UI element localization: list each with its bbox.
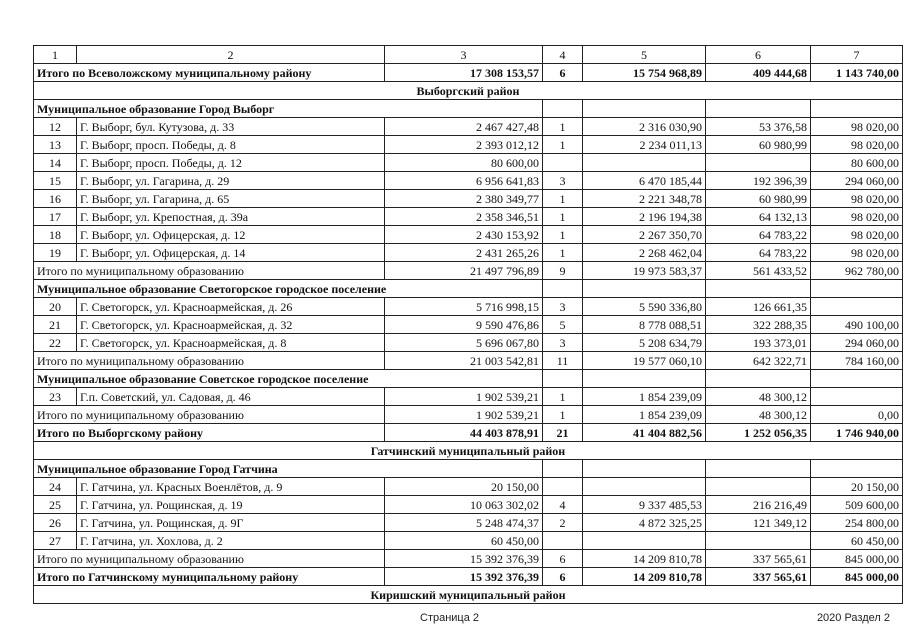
municipality-header-row [34,460,903,478]
count-cell: 1 [543,190,583,208]
address-cell: Г. Выборг, ул. Гагарина, д. 29 [77,172,385,190]
count-cell: 1 [543,244,583,262]
total-cost-cell: 5 696 067,80 [385,334,543,352]
count-cell: 6 [543,568,583,586]
table-row [34,190,903,208]
column-number: 2 [77,46,385,64]
table-row [34,244,903,262]
total-cost-cell: 9 590 476,86 [385,316,543,334]
column-number: 5 [583,46,706,64]
count-cell: 11 [543,352,583,370]
cost-cell [811,388,903,406]
count-cell: 9 [543,262,583,280]
total-label: Итого по Гатчинскому муниципальному району [34,568,385,586]
municipality-title: Муниципальное образование Город Выборг [34,100,543,118]
row-number: 17 [34,208,77,226]
table-row [34,298,903,316]
cost-cell: 2 221 348,78 [583,190,706,208]
address-cell: Г. Гатчина, ул. Красных Военлётов, д. 9 [77,478,385,496]
count-cell: 1 [543,118,583,136]
total-cost-cell: 5 248 474,37 [385,514,543,532]
empty-cell [543,370,583,388]
address-cell: Г. Гатчина, ул. Рощинская, д. 9Г [77,514,385,532]
district-header-row [34,82,903,100]
total-label: Итого по муниципальному образованию [34,406,385,424]
page-number: Страница 2 [420,612,480,624]
row-number: 18 [34,226,77,244]
table-row [34,496,903,514]
cost-cell: 98 020,00 [811,244,903,262]
column-number: 7 [811,46,903,64]
total-label: Итого по муниципальному образованию [34,352,385,370]
table-row [34,226,903,244]
row-number: 23 [34,388,77,406]
count-cell: 1 [543,406,583,424]
empty-cell [811,280,903,298]
municipality-total-row [34,550,903,568]
cost-cell: 2 196 194,38 [583,208,706,226]
count-cell: 1 [543,226,583,244]
table-row [34,316,903,334]
empty-cell [583,280,706,298]
cost-cell: 784 160,00 [811,352,903,370]
cost-cell [583,154,706,172]
address-cell: Г. Выборг, бул. Кутузова, д. 33 [77,118,385,136]
table-row [34,154,903,172]
row-number: 27 [34,532,77,550]
municipality-total-row [34,262,903,280]
cost-cell: 5 208 634,79 [583,334,706,352]
count-cell: 3 [543,298,583,316]
table-row [34,172,903,190]
count-cell: 1 [543,388,583,406]
total-label: Итого по муниципальному образованию [34,550,385,568]
empty-cell [543,100,583,118]
count-cell: 6 [543,550,583,568]
count-cell [543,532,583,550]
municipality-header-row [34,100,903,118]
cost-cell: 294 060,00 [811,172,903,190]
cost-cell: 5 590 336,80 [583,298,706,316]
column-number: 1 [34,46,77,64]
cost-cell: 845 000,00 [811,550,903,568]
cost-cell [811,298,903,316]
count-cell: 2 [543,514,583,532]
district-title: Гатчинский муниципальный район [34,442,903,460]
cost-cell: 64 132,13 [706,208,811,226]
table-row [34,532,903,550]
cost-cell: 0,00 [811,406,903,424]
municipality-total-row [34,406,903,424]
empty-cell [543,280,583,298]
total-label: Итого по Всеволожскому муниципальному району [34,64,385,82]
municipality-header-row [34,280,903,298]
row-number: 22 [34,334,77,352]
cost-cell [706,478,811,496]
cost-cell: 1 854 239,09 [583,388,706,406]
municipality-title: Муниципальное образование Город Гатчина [34,460,543,478]
cost-cell: 337 565,61 [706,568,811,586]
section-label: 2020 Раздел 2 [816,612,890,624]
count-cell: 21 [543,424,583,442]
document-table [33,45,903,604]
cost-cell: 561 433,52 [706,262,811,280]
row-number: 13 [34,136,77,154]
empty-cell [706,370,811,388]
count-cell: 4 [543,496,583,514]
column-number: 6 [706,46,811,64]
row-number: 26 [34,514,77,532]
row-number: 19 [34,244,77,262]
cost-cell: 80 600,00 [811,154,903,172]
total-label: Итого по Выборгскому району [34,424,385,442]
count-cell: 6 [543,64,583,82]
table-row [34,208,903,226]
empty-cell [583,460,706,478]
total-cost-cell: 5 716 998,15 [385,298,543,316]
total-cost-cell: 17 308 153,57 [385,64,543,82]
row-number: 21 [34,316,77,334]
cost-cell: 216 216,49 [706,496,811,514]
table-row [34,514,903,532]
empty-cell [706,280,811,298]
cost-cell [706,154,811,172]
cost-cell: 41 404 882,56 [583,424,706,442]
cost-cell: 294 060,00 [811,334,903,352]
row-number: 12 [34,118,77,136]
cost-cell: 845 000,00 [811,568,903,586]
total-cost-cell: 1 902 539,21 [385,406,543,424]
row-number: 20 [34,298,77,316]
district-total-row [34,568,903,586]
cost-cell: 1 143 740,00 [811,64,903,82]
count-cell: 1 [543,208,583,226]
column-number-row [34,46,903,64]
total-cost-cell: 2 430 153,92 [385,226,543,244]
column-number: 3 [385,46,543,64]
row-number: 25 [34,496,77,514]
cost-cell: 337 565,61 [706,550,811,568]
cost-cell: 193 373,01 [706,334,811,352]
municipality-total-row [34,352,903,370]
cost-cell: 2 267 350,70 [583,226,706,244]
district-title: Выборгский район [34,82,903,100]
district-title: Киришский муниципальный район [34,586,903,604]
cost-cell: 14 209 810,78 [583,568,706,586]
address-cell: Г. Светогорск, ул. Красноармейская, д. 26 [77,298,385,316]
cost-cell: 64 783,22 [706,226,811,244]
count-cell: 3 [543,334,583,352]
cost-cell: 1 746 940,00 [811,424,903,442]
cost-cell: 1 252 056,35 [706,424,811,442]
empty-cell [811,100,903,118]
cost-cell: 98 020,00 [811,190,903,208]
address-cell: Г. Выборг, просп. Победы, д. 8 [77,136,385,154]
empty-cell [583,100,706,118]
cost-cell: 64 783,22 [706,244,811,262]
district-header-row [34,586,903,604]
count-cell: 3 [543,172,583,190]
row-number: 24 [34,478,77,496]
total-cost-cell: 15 392 376,39 [385,550,543,568]
count-cell: 5 [543,316,583,334]
district-header-row [34,442,903,460]
total-label: Итого по муниципальному образованию [34,262,385,280]
cost-cell: 98 020,00 [811,136,903,154]
total-cost-cell: 60 450,00 [385,532,543,550]
total-cost-cell: 2 467 427,48 [385,118,543,136]
empty-cell [706,100,811,118]
cost-cell [706,532,811,550]
column-number: 4 [543,46,583,64]
cost-cell: 60 980,99 [706,190,811,208]
total-cost-cell: 10 063 302,02 [385,496,543,514]
count-cell [543,154,583,172]
cost-cell: 53 376,58 [706,118,811,136]
row-number: 16 [34,190,77,208]
cost-cell: 6 470 185,44 [583,172,706,190]
cost-cell: 4 872 325,25 [583,514,706,532]
total-cost-cell: 6 956 641,83 [385,172,543,190]
cost-cell: 15 754 968,89 [583,64,706,82]
cost-cell: 409 444,68 [706,64,811,82]
address-cell: Г. Гатчина, ул. Рощинская, д. 19 [77,496,385,514]
empty-cell [811,460,903,478]
cost-cell: 19 577 060,10 [583,352,706,370]
address-cell: Г. Выборг, ул. Офицерская, д. 12 [77,226,385,244]
cost-cell: 48 300,12 [706,388,811,406]
cost-cell: 2 268 462,04 [583,244,706,262]
address-cell: Г. Светогорск, ул. Красноармейская, д. 8 [77,334,385,352]
cost-cell: 1 854 239,09 [583,406,706,424]
cost-cell: 98 020,00 [811,118,903,136]
cost-cell: 121 349,12 [706,514,811,532]
address-cell: Г. Выборг, ул. Гагарина, д. 65 [77,190,385,208]
table-row [34,388,903,406]
cost-cell: 60 980,99 [706,136,811,154]
total-cost-cell: 80 600,00 [385,154,543,172]
cost-cell: 192 396,39 [706,172,811,190]
table-row [34,334,903,352]
empty-cell [583,370,706,388]
district-total-row [34,424,903,442]
cost-cell: 48 300,12 [706,406,811,424]
cost-cell: 98 020,00 [811,226,903,244]
empty-cell [706,460,811,478]
cost-cell: 126 661,35 [706,298,811,316]
cost-cell: 8 778 088,51 [583,316,706,334]
cost-cell: 509 600,00 [811,496,903,514]
address-cell: Г. Гатчина, ул. Хохлова, д. 2 [77,532,385,550]
address-cell: Г. Выборг, ул. Крепостная, д. 39а [77,208,385,226]
municipality-title: Муниципальное образование Светогорское городское поселение [34,280,543,298]
cost-cell: 2 316 030,90 [583,118,706,136]
total-cost-cell: 21 003 542,81 [385,352,543,370]
total-cost-cell: 15 392 376,39 [385,568,543,586]
total-cost-cell: 2 431 265,26 [385,244,543,262]
address-cell: Г.п. Советский, ул. Садовая, д. 46 [77,388,385,406]
cost-cell [583,478,706,496]
cost-cell: 490 100,00 [811,316,903,334]
total-cost-cell: 2 358 346,51 [385,208,543,226]
district-total-row [34,64,903,82]
total-cost-cell: 20 150,00 [385,478,543,496]
count-cell [543,478,583,496]
cost-cell: 2 234 011,13 [583,136,706,154]
count-cell: 1 [543,136,583,154]
table-row [34,118,903,136]
total-cost-cell: 44 403 878,91 [385,424,543,442]
cost-cell: 19 973 583,37 [583,262,706,280]
cost-cell: 962 780,00 [811,262,903,280]
address-cell: Г. Светогорск, ул. Красноармейская, д. 32 [77,316,385,334]
cost-cell: 14 209 810,78 [583,550,706,568]
empty-cell [811,370,903,388]
cost-cell: 98 020,00 [811,208,903,226]
row-number: 14 [34,154,77,172]
address-cell: Г. Выборг, просп. Победы, д. 12 [77,154,385,172]
table-row [34,478,903,496]
cost-cell: 642 322,71 [706,352,811,370]
cost-cell: 60 450,00 [811,532,903,550]
total-cost-cell: 2 393 012,12 [385,136,543,154]
row-number: 15 [34,172,77,190]
cost-cell: 20 150,00 [811,478,903,496]
table-row [34,136,903,154]
municipality-header-row [34,370,903,388]
cost-cell: 254 800,00 [811,514,903,532]
municipality-title: Муниципальное образование Советское городское поселение [34,370,543,388]
total-cost-cell: 1 902 539,21 [385,388,543,406]
cost-cell: 9 337 485,53 [583,496,706,514]
empty-cell [543,460,583,478]
cost-cell [583,532,706,550]
address-cell: Г. Выборг, ул. Офицерская, д. 14 [77,244,385,262]
total-cost-cell: 2 380 349,77 [385,190,543,208]
cost-cell: 322 288,35 [706,316,811,334]
total-cost-cell: 21 497 796,89 [385,262,543,280]
